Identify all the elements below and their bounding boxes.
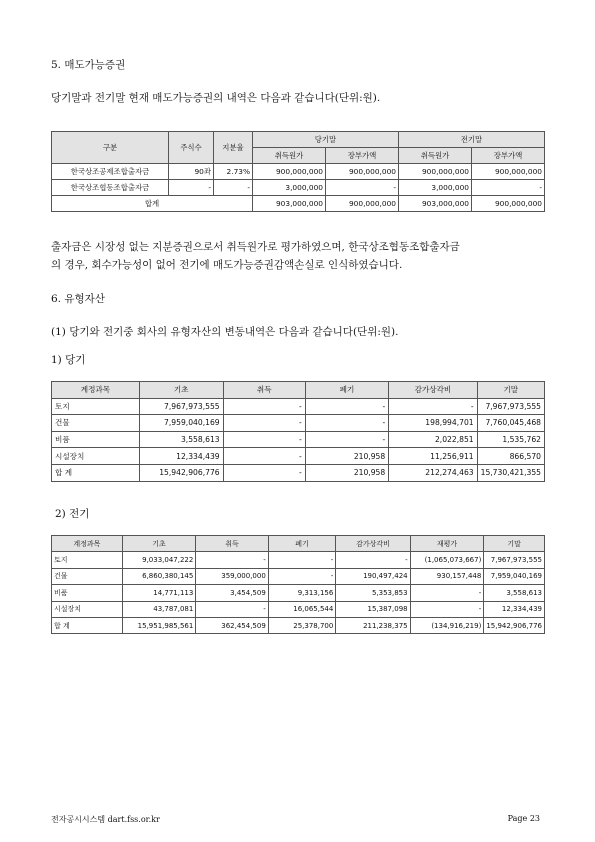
table-row xyxy=(52,415,545,432)
cell-value: 210,958 xyxy=(305,464,388,481)
cell-value: 211,238,375 xyxy=(336,617,410,633)
section-5-intro: 당기말과 전기말 현재 매도가능증권의 내역은 다음과 같습니다(단위:원). xyxy=(51,92,381,104)
cell-value: - xyxy=(389,398,477,415)
cell-value: 15,942,906,776 xyxy=(484,617,545,633)
table-row xyxy=(52,601,545,617)
section-6-intro: (1) 당기와 전기중 회사의 유형자산의 변동내역은 다음과 같습니다(단위:원). xyxy=(51,326,399,338)
cell-value: 198,994,701 xyxy=(389,415,477,432)
header-cell: 폐기 xyxy=(305,382,388,399)
cell-value: 16,065,544 xyxy=(268,601,336,617)
cell-ratio: - xyxy=(214,180,253,196)
cell-name: 한국상조공제조합출자금 xyxy=(52,164,169,180)
header-cell: 기말 xyxy=(484,536,545,552)
cell-value: 362,454,509 xyxy=(196,617,268,633)
cell-value: - xyxy=(268,568,336,584)
cell-value: (134,916,219) xyxy=(410,617,484,633)
header-cell: 취득 xyxy=(223,382,305,399)
cell-value: 900,000,000 xyxy=(253,164,326,180)
account-name: 시설장치 xyxy=(52,601,123,617)
securities-note-line-1: 출자금은 시장성 없는 지분증권으로서 취득원가로 평가하였으며, 한국상조협동조합출자금 xyxy=(51,241,460,253)
account-name: 비품 xyxy=(52,431,140,448)
total-row xyxy=(52,464,545,481)
cell-value: 866,570 xyxy=(477,448,544,465)
cell-value: - xyxy=(223,398,305,415)
cell-value: 7,967,973,555 xyxy=(477,398,544,415)
header-cell: 계정과목 xyxy=(52,536,123,552)
cell-value: - xyxy=(472,180,545,196)
current-year-table xyxy=(51,381,545,482)
section-5-heading: 5. 매도가능증권 xyxy=(51,59,126,71)
cell-value: 212,274,463 xyxy=(389,464,477,481)
total-label: 합 계 xyxy=(52,617,123,633)
cell-value: 15,942,906,776 xyxy=(139,464,223,481)
table-row xyxy=(52,552,545,568)
account-name: 건물 xyxy=(52,568,123,584)
section-6-heading: 6. 유형자산 xyxy=(51,293,105,305)
header-cell: 기초 xyxy=(122,536,196,552)
table-row xyxy=(52,585,545,601)
cell-value: 25,378,700 xyxy=(268,617,336,633)
table-row xyxy=(52,398,545,415)
header-prior-cost: 취득원가 xyxy=(399,148,472,164)
cell-value: 12,334,439 xyxy=(139,448,223,465)
prior-year-label: 2) 전기 xyxy=(55,508,90,520)
footer-page-number: Page 23 xyxy=(507,814,540,823)
cell-value: 930,157,448 xyxy=(410,568,484,584)
cell-value: (1,065,073,667) xyxy=(410,552,484,568)
cell-value: 15,387,098 xyxy=(336,601,410,617)
header-cell: 감가상각비 xyxy=(389,382,477,399)
current-year-label: 1) 당기 xyxy=(51,354,86,366)
cell-value: 3,000,000 xyxy=(399,180,472,196)
table-row xyxy=(52,180,545,196)
cell-value: 210,958 xyxy=(305,448,388,465)
header-cell: 계정과목 xyxy=(52,382,140,399)
securities-table xyxy=(51,131,545,212)
cell-value: 900,000,000 xyxy=(326,196,399,212)
cell-ratio: 2.73% xyxy=(214,164,253,180)
footer-source: 전자공시시스템 dart.fss.or.kr xyxy=(51,815,160,824)
header-cell: 취득 xyxy=(196,536,268,552)
cell-shares: - xyxy=(169,180,214,196)
account-name: 토지 xyxy=(52,552,123,568)
cell-value: 11,256,911 xyxy=(389,448,477,465)
cell-value: 15,951,985,561 xyxy=(122,617,196,633)
cell-value: - xyxy=(196,601,268,617)
cell-value: - xyxy=(268,552,336,568)
cell-value: - xyxy=(305,431,388,448)
header-cell: 재평가 xyxy=(410,536,484,552)
account-name: 시설장치 xyxy=(52,448,140,465)
cell-value: 359,000,000 xyxy=(196,568,268,584)
header-cell: 기말 xyxy=(477,382,544,399)
cell-value: 14,771,113 xyxy=(122,585,196,601)
cell-value: - xyxy=(223,448,305,465)
total-label: 합계 xyxy=(52,196,253,212)
header-shares: 주식수 xyxy=(169,132,214,164)
cell-value: - xyxy=(336,552,410,568)
cell-value: 3,558,613 xyxy=(139,431,223,448)
cell-shares: 90좌 xyxy=(169,164,214,180)
account-name: 비품 xyxy=(52,585,123,601)
header-ratio: 지분율 xyxy=(214,132,253,164)
cell-value: 7,760,045,468 xyxy=(477,415,544,432)
cell-value: 2,022,851 xyxy=(389,431,477,448)
cell-value: 3,000,000 xyxy=(253,180,326,196)
cell-name: 한국상조협동조합출자금 xyxy=(52,180,169,196)
cell-value: 7,967,973,555 xyxy=(139,398,223,415)
header-current-cost: 취득원가 xyxy=(253,148,326,164)
header-prior: 전기말 xyxy=(399,132,545,148)
header-cell: 감가상각비 xyxy=(336,536,410,552)
total-label: 합 계 xyxy=(52,464,140,481)
securities-note-line-2: 의 경우, 회수가능성이 없어 전기에 매도가능증권감액손실로 인식하였습니다. xyxy=(51,259,403,271)
table-row xyxy=(52,568,545,584)
cell-value: 3,454,509 xyxy=(196,585,268,601)
account-name: 건물 xyxy=(52,415,140,432)
header-cell: 기초 xyxy=(139,382,223,399)
cell-value: - xyxy=(410,601,484,617)
header-current: 당기말 xyxy=(253,132,399,148)
cell-value: 9,033,047,222 xyxy=(122,552,196,568)
cell-value: 1,535,762 xyxy=(477,431,544,448)
cell-value: 3,558,613 xyxy=(484,585,545,601)
cell-value: - xyxy=(326,180,399,196)
header-prior-book: 장부가액 xyxy=(472,148,545,164)
cell-value: 900,000,000 xyxy=(472,196,545,212)
table-row xyxy=(52,431,545,448)
cell-value: 7,967,973,555 xyxy=(484,552,545,568)
prior-year-table xyxy=(51,535,545,634)
header-current-book: 장부가액 xyxy=(326,148,399,164)
total-row xyxy=(52,196,545,212)
cell-value: - xyxy=(305,398,388,415)
cell-value: 900,000,000 xyxy=(326,164,399,180)
header-cell: 폐기 xyxy=(268,536,336,552)
cell-value: 903,000,000 xyxy=(399,196,472,212)
cell-value: 15,730,421,355 xyxy=(477,464,544,481)
cell-value: 190,497,424 xyxy=(336,568,410,584)
cell-value: 43,787,081 xyxy=(122,601,196,617)
cell-value: 5,353,853 xyxy=(336,585,410,601)
header-category: 구분 xyxy=(52,132,169,164)
cell-value: 900,000,000 xyxy=(399,164,472,180)
account-name: 토지 xyxy=(52,398,140,415)
cell-value: 900,000,000 xyxy=(472,164,545,180)
cell-value: - xyxy=(223,431,305,448)
cell-value: 9,313,156 xyxy=(268,585,336,601)
cell-value: - xyxy=(305,415,388,432)
cell-value: - xyxy=(410,585,484,601)
cell-value: 6,860,380,145 xyxy=(122,568,196,584)
cell-value: - xyxy=(223,464,305,481)
cell-value: 7,959,040,169 xyxy=(484,568,545,584)
total-row xyxy=(52,617,545,633)
cell-value: 7,959,040,169 xyxy=(139,415,223,432)
cell-value: 903,000,000 xyxy=(253,196,326,212)
cell-value: - xyxy=(196,552,268,568)
cell-value: - xyxy=(223,415,305,432)
cell-value: 12,334,439 xyxy=(484,601,545,617)
table-row xyxy=(52,164,545,180)
table-row xyxy=(52,448,545,465)
